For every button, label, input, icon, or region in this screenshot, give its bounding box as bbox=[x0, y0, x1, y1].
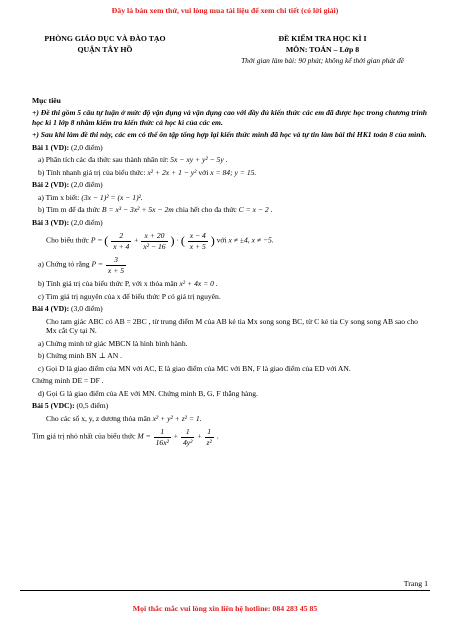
problem-4c-line2: Chứng minh DE = DF . bbox=[32, 376, 104, 386]
fraction-m3: $\frac{1}{\text{z²}}$ bbox=[206, 427, 212, 447]
problem-4-heading bbox=[32, 304, 430, 313]
problem-3a bbox=[32, 255, 430, 275]
objective-line-2: +) Sau khi làm đề thi này, các em có thể ôn tập tổng hợp lại kiến thức mình đã học và tự tin làm bài thi HK1 toán 8 của mình. bbox=[32, 130, 427, 140]
problem-4c-line1: c) Gọi D là giao điểm của MN với AC, E là giao điểm của MC với BN, F là giao điểm của ED với AN. bbox=[38, 363, 351, 373]
exam-content bbox=[32, 96, 430, 450]
problem-3-cond: x ≠ ±4, x ≠ −5. bbox=[228, 236, 274, 246]
problem-3-intro: Cho biểu thức bbox=[46, 236, 89, 246]
problem-2-points: (2,0 điểm) bbox=[71, 180, 103, 190]
problem-1a-expr: 5x − xy + y² − 5y . bbox=[170, 155, 228, 165]
problem-2b bbox=[32, 205, 430, 214]
bottom-banner: Mọi thắc mắc vui lòng xin liên hệ hotline: 084 283 45 85 bbox=[132, 604, 318, 613]
problem-4b: b) Chứng minh BN ⊥ AN . bbox=[38, 351, 123, 361]
header-left bbox=[20, 33, 190, 56]
problem-4-title: Bài 4 (VD): bbox=[32, 304, 70, 314]
top-banner: Đây là bản xem thử, vui lòng mua tài liệu để xem chi tiết (có lời giải) bbox=[111, 6, 339, 15]
problem-5-m-label: M = bbox=[137, 431, 151, 441]
problem-1a bbox=[32, 155, 430, 164]
objective-line-1: +) Đề thi gồm 5 câu tự luận ở mức độ vận dụng và vận dụng cao với đầy đủ kiến thức các em đã được học trong chương trình học kì 1 lớp 8 nhằm kiểm tra kiến thức cả học kì của các em. bbox=[32, 108, 428, 127]
problem-1b-expr: x² + 2x + 1 − y² bbox=[147, 167, 197, 177]
problem-3-title: Bài 3 (VD): bbox=[32, 217, 70, 227]
problem-3b-expr: x² + 4x = 0 . bbox=[179, 279, 218, 289]
paren-close: ) bbox=[170, 233, 175, 248]
problem-2a-text: a) Tìm x biết: bbox=[38, 192, 80, 202]
problem-3b bbox=[32, 279, 430, 288]
fraction-3a: $\frac{3}{x + 5}$ bbox=[107, 255, 125, 275]
problem-4a: a) Chứng minh tứ giác MBCN là hình bình hành. bbox=[38, 338, 188, 348]
problem-5-points: (0,5 điểm) bbox=[76, 401, 109, 411]
problem-3a-text: a) Chứng tỏ rằng bbox=[38, 260, 90, 270]
department-name: PHÒNG GIÁO DỤC VÀ ĐÀO TẠO bbox=[44, 34, 166, 43]
problem-2-title: Bài 2 (VD): bbox=[32, 180, 70, 190]
header-right bbox=[215, 33, 430, 66]
problem-3-with: với bbox=[216, 236, 227, 246]
problem-1b-with: với bbox=[198, 167, 209, 177]
problem-1-title: Bài 1 (VD): bbox=[32, 142, 70, 152]
problem-1-points: (2,0 điểm) bbox=[71, 142, 103, 152]
problem-3c: c) Tìm giá trị nguyên của x để biểu thức P có giá trị nguyên. bbox=[38, 291, 221, 301]
problem-3-p-label: P = bbox=[90, 236, 103, 246]
problem-4-intro: Cho tam giác ABC có AB = 2BC , từ trung điểm M của AB kẻ tia Mx song song BC, từ C kẻ tia Cy song song AB sao cho Mx cắt Cy tại N. bbox=[46, 316, 418, 336]
problem-1a-text: a) Phân tích các đa thức sau thành nhân tử: bbox=[38, 155, 169, 165]
problem-5-q-text: Tìm giá trị nhỏ nhất của biểu thức bbox=[32, 431, 136, 441]
problem-1b bbox=[32, 168, 430, 177]
problem-1-heading bbox=[32, 143, 430, 152]
problem-5-title: Bài 5 (VDC): bbox=[32, 401, 75, 411]
problem-2b-mid: chia hết cho đa thức bbox=[175, 205, 237, 215]
problem-5-intro-text: Cho các số x, y, z dương thỏa mãn bbox=[46, 413, 151, 423]
fraction-3: $\frac{x - 4}{x + 5}$ bbox=[189, 231, 206, 251]
problem-2b-expr: B = x³ − 3x² + 5x − 2m bbox=[101, 205, 174, 215]
problem-3a-p: P = bbox=[91, 260, 104, 270]
paren-open: ( bbox=[104, 233, 109, 248]
fraction-1: $\frac{2}{x + 4}$ bbox=[113, 231, 130, 251]
problem-1b-text: b) Tính nhanh giá trị của biểu thức: bbox=[38, 167, 146, 177]
page-number: Trang 1 bbox=[403, 579, 428, 588]
problem-2b-text: b) Tìm m để đa thức bbox=[38, 205, 100, 215]
fraction-m1: $\frac{1}{\text{16x²}}$ bbox=[155, 427, 169, 447]
objective-title: Mục tiêu bbox=[32, 96, 61, 105]
problem-5-intro bbox=[32, 414, 430, 423]
problem-5-cond: x² + y² + z² = 1. bbox=[152, 413, 202, 423]
problem-2a bbox=[32, 193, 430, 202]
problem-3-heading bbox=[32, 218, 430, 227]
problem-2-heading bbox=[32, 180, 430, 189]
problem-3b-text: b) Tính giá trị của biểu thức P, với x thỏa mãn bbox=[38, 279, 178, 289]
problem-1b-cond: x = 84; y = 15. bbox=[210, 167, 257, 177]
problem-5-heading bbox=[32, 401, 430, 410]
problem-4-points: (3,0 điểm) bbox=[71, 304, 103, 314]
footer-divider bbox=[20, 590, 430, 591]
fraction-2: $\frac{x + 20}{\text{x² − 16}}$ bbox=[143, 231, 166, 251]
fraction-m2: $\frac{1}{\text{4y²}}$ bbox=[182, 427, 193, 447]
problem-2a-expr: (3x − 1)² = (x − 1)². bbox=[81, 192, 143, 202]
subject-line: MÔN: TOÁN – Lớp 8 bbox=[285, 45, 360, 55]
problem-2b-expr2: C = x − 2 . bbox=[238, 205, 273, 215]
problem-3-expression: Cho biểu thức P = ( $\frac{2}{x + 4}$ + $\frac{x + 20}{\text{x² − 16}}$ ) · ( $\frac{x - 4}{x + 5}$ ) với x ≠ ±4, x ≠ −5. bbox=[46, 231, 274, 251]
time-line: Thời gian làm bài: 90 phút; không kể thời gian phát đề bbox=[241, 55, 404, 65]
exam-title: ĐỀ KIỂM TRA HỌC KÌ I bbox=[278, 34, 367, 43]
problem-3-points: (2,0 điểm) bbox=[71, 217, 103, 227]
problem-4d: d) Gọi G là giao điểm của AE với MN. Chứng minh B, G, F thẳng hàng. bbox=[38, 388, 258, 398]
district-name: QUẬN TÂY HỒ bbox=[77, 45, 133, 55]
problem-5-question: Tìm giá trị nhỏ nhất của biểu thức M = $\frac{1}{\text{16x²}}$ + $\frac{1}{\text{4y²}}$ + $\frac{1}{\text{z²}}$ . bbox=[32, 427, 219, 447]
